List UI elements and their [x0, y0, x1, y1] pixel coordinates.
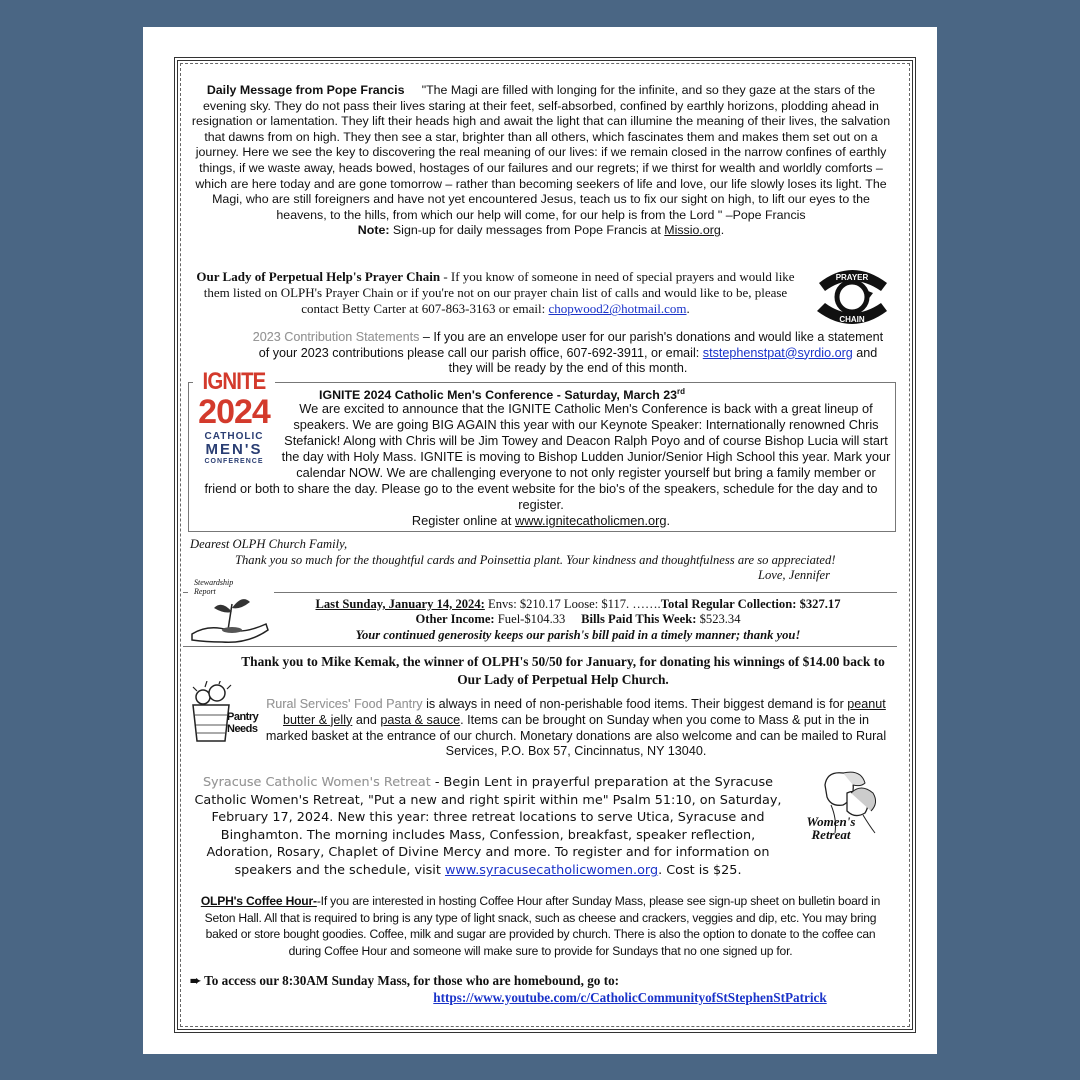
retreat-logo-line1: Women's — [806, 814, 856, 829]
prayer-chain-logo — [811, 263, 893, 331]
retreat-logo-line2: Retreat — [811, 827, 851, 842]
stewardship-logo-label: Stewardship Report — [194, 578, 234, 596]
stewardship-bottom-rule — [183, 646, 897, 647]
pantry-heading: Rural Services' Food Pantry — [266, 697, 423, 711]
ignite-logo-year: 2024 — [198, 393, 270, 431]
contribution-email[interactable]: ststephenstpat@syrdio.org — [702, 345, 853, 360]
prayer-logo-bottom: CHAIN — [839, 315, 865, 324]
bulletin-page — [143, 27, 937, 1054]
prayer-logo-top: PRAYER — [835, 273, 869, 282]
pantry-item-pasta: pasta & sauce — [380, 712, 461, 727]
ignite-body: We are excited to announce that the IGNITE Catholic Men's Conference is back with a great lineup of speakers. We are going BIG AGAIN this year with our Keynote Speaker: Internationally renowned Chris Stefanick! Along with Chris will be Jim Towey and Deacon Ralph Poyo and of course Bishop Lucia will start the day with Holy Mass. IGNITE is moving to Bishop Ludden Junior/Senior High School this year. Mark your calendar NOW. We are challenging everyone to not only register yourself but bring a family member or friend or both to share the day. Please go to the event website for the bio's of the speakers, schedule for the day and to register. — [204, 401, 891, 512]
retreat-end: . Cost is $25. — [658, 862, 742, 878]
coffee-hour-text: -If you are interested in hosting Coffee Hour after Sunday Mass, please see sign-up sheet on bulletin board in Seton Hall. All that is required to bring is any type of light snack, such as cheese and crackers, veggies and dip, etc. You may bring baked or store bought goodies. Coffee, milk and sugar are provided by church. There is also the option to donate to the coffee can during Coffee Hour and someone will make sure to provide for Sundays that no one signed up for. — [204, 894, 881, 958]
thanks-salutation: Dearest OLPH Church Family, — [190, 537, 348, 551]
ignite-logo-line1: CATHOLIC — [204, 431, 264, 442]
prayer-chain-heading: Our Lady of Perpetual Help's Prayer Chain — [196, 269, 441, 284]
pope-message-text: "The Magi are filled with longing for the infinite, and so they gaze at the stars of the evening sky. They do not pass their lives staring at their feet, self-absorbed, confined by earthly horizons, plodding ahead in resignation or lamentation. They lift their heads high and await the light that can illumine the meaning of their lives, the salvation that dawns from on high. They then see a star, brighter than all others, which fascinates them and makes them set out on a journey. Here we see the key to discovering the real meaning of our lives: if we remain closed in the narrow confines of earthly things, if we waste away, heads bowed, hostages of our failures and our regrets; if we thirst for wealth and worldly comforts – which are here today and are gone tomorrow – rather than becoming seekers of life and love, our life slowly loses its light. The Magi, who are still foreigners and have not yet encountered Jesus, teach us to fix our sight on high, to lift our eyes to the heavens, to the hills, from which our help will come, for our help is from the Lord " –Pope Francis — [191, 83, 891, 222]
pantry-logo-text: Pantry Needs — [227, 711, 259, 735]
ignite-text — [191, 401, 891, 529]
pantry-item-pbj: peanut butter & jelly — [283, 697, 886, 727]
stewardship-date: Last Sunday, January 14, 2024: — [315, 597, 485, 611]
prayer-chain-email[interactable]: chopwood2@hotmail.com — [548, 301, 687, 317]
pope-heading: Daily Message from Pope Francis — [206, 83, 405, 97]
retreat-text: - Begin Lent in prayerful preparation at the Syracuse Catholic Women's Retreat, "Put a new and right spirit within me" Psalm 51:10, on Saturday, February 17, 2024. New this year: three retreat locations to serve Utica, Syracuse and Binghamton. The morning includes Mass, Confession, breakfast, speaker reflection, Adoration, Rosary, Chaplet of Divine Mercy and more. To register and for information on speakers and the schedule, visit — [194, 775, 782, 878]
retreat-section — [188, 774, 788, 880]
thank-you-note — [190, 537, 890, 584]
pantry-text-2: and — [355, 712, 377, 727]
stewardship-total: Total Regular Collection: $327.17 — [660, 597, 841, 611]
arrow-icon: ➨ — [190, 973, 202, 988]
fifty-fifty-text: Thank you to Mike Kemak, the winner of OLPH's 50/50 for January, for donating his winnings of $14.00 back to Our Lady of Perpetual Help Church. — [241, 654, 885, 687]
pantry-text-1: is always in need of non-perishable food items. Their biggest demand is for — [426, 697, 844, 711]
pope-note-text: Sign-up for daily messages from Pope Francis at — [392, 223, 661, 238]
ignite-heading-text: IGNITE 2024 Catholic Men's Conference - Saturday, March 23 — [319, 388, 678, 403]
retreat-logo-text — [791, 815, 871, 841]
bills-paid-label: Bills Paid This Week: — [581, 612, 697, 627]
stewardship-logo — [188, 578, 274, 648]
contribution-section — [248, 330, 888, 377]
thanks-sign: Love, Jennifer — [757, 568, 830, 583]
ignite-end: . — [666, 513, 671, 528]
retreat-logo — [791, 767, 891, 857]
pope-note-label: Note: — [357, 223, 390, 238]
ignite-logo-line3: CONFERENCE — [204, 458, 264, 465]
ignite-register-label: Register online at — [411, 513, 512, 528]
bills-paid-value: $523.34 — [699, 612, 741, 627]
pantry-section — [261, 697, 891, 760]
stewardship-thanks: Your continued generosity keeps our parish's bill paid in a timely manner; thank you! — [355, 627, 801, 642]
pope-message-section — [191, 83, 891, 239]
contribution-text: – If you are an envelope user for our parish's donations and would like a statement of your 2023 contributions please call our parish office, 607-692-3911, or email: — [258, 330, 884, 360]
other-income-label: Other Income: — [415, 612, 495, 627]
ignite-logo-line2: MEN'S — [205, 441, 263, 458]
stewardship-envelopes: Envs: $210.17 Loose: $117. ……. — [488, 597, 661, 611]
missio-link[interactable]: Missio.org — [664, 223, 721, 238]
mass-youtube-link[interactable]: https://www.youtube.com/c/CatholicCommunityofStStephenStPatrick — [433, 989, 827, 1005]
contribution-heading: 2023 Contribution Statements — [252, 330, 420, 344]
ignite-logo-word: IGNITE — [202, 368, 266, 395]
other-income-value: Fuel-$104.33 — [497, 612, 566, 627]
contribution-end: and they will be ready by the end of this month. — [448, 345, 878, 376]
prayer-chain-text: - If you know of someone in need of special prayers and would like them listed on OLPH's Prayer Chain or if you're not on our prayer chain list of calls and would like to be, please contact Betty Carter at 607-863-3163 or email: — [203, 269, 795, 317]
pantry-text-3: . Items can be brought on Sunday when you come to Mass & put in the in marked basket at the entrance of our church. Monetary donations are also welcome and can be mailed to Rural Services, P.O. Box 57, Cincinnatus, NY 13040. — [265, 712, 887, 759]
coffee-hour-section — [188, 893, 893, 959]
stewardship-top-rule — [183, 592, 897, 593]
ignite-heading-sup: rd — [677, 387, 686, 396]
prayer-chain-end: . — [686, 301, 690, 317]
retreat-link[interactable]: www.syracusecatholicwomen.org — [444, 862, 659, 878]
retreat-heading: Syracuse Catholic Women's Retreat — [202, 775, 431, 790]
prayer-chain-section — [188, 269, 803, 318]
pantry-logo — [185, 681, 261, 743]
coffee-hour-heading: OLPH's Coffee Hour- — [200, 894, 317, 908]
ignite-link[interactable]: www.ignitecatholicmen.org — [515, 513, 667, 528]
fifty-fifty-section — [238, 653, 888, 689]
pope-note-end: . — [720, 223, 725, 238]
mass-section — [190, 973, 890, 1007]
mass-text: To access our 8:30AM Sunday Mass, for those who are homebound, go to: — [204, 973, 620, 988]
thanks-body: Thank you so much for the thoughtful cards and Poinsettia plant. Your kindness and thoughtfulness are so appreciated! — [235, 552, 836, 567]
stewardship-report — [263, 597, 893, 643]
